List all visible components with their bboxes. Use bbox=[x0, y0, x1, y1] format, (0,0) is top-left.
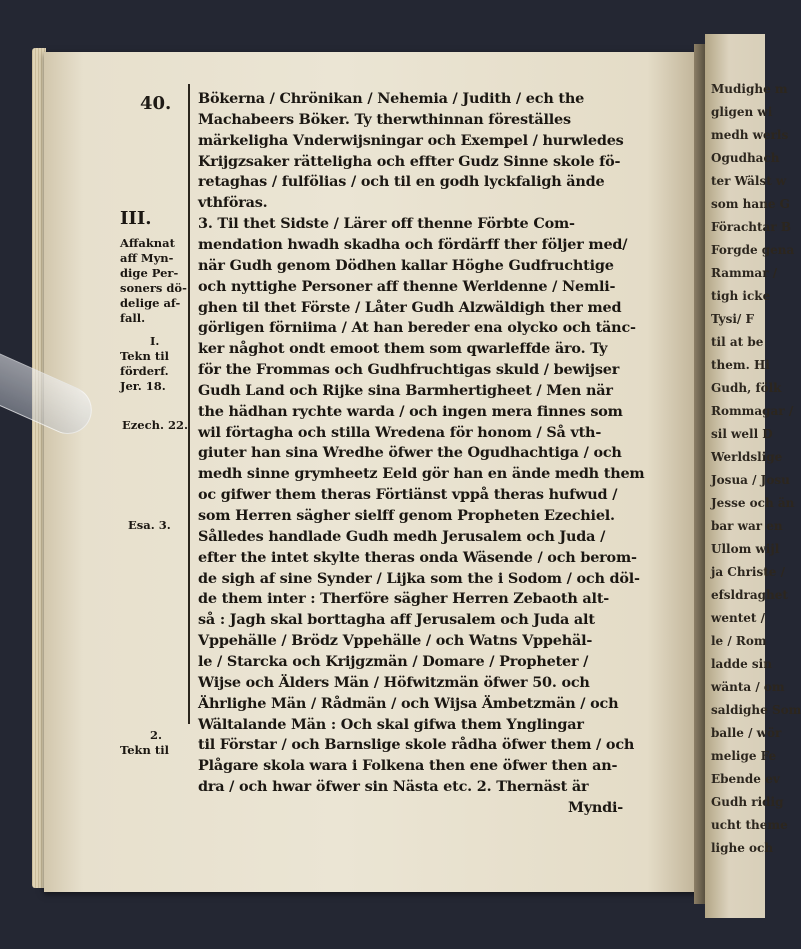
text-line: Krijgzsaker rätteligha och effter Gudz Sinne skole fö- bbox=[198, 152, 621, 170]
text-line: efter the intet skylte theras onda Wäsende / och berom- bbox=[198, 548, 637, 566]
text-line: vthföras. bbox=[198, 194, 268, 212]
text-line: mendation hwadh skadha och fördärff ther följer med/ bbox=[198, 235, 628, 253]
text-line: giuter han sina Wredhe öfwer the Ogudhachtiga / och bbox=[198, 444, 622, 462]
right-page-text-line: Ogudhach bbox=[711, 151, 780, 165]
text-line: the hädhan rychte warda / och ingen mera finnes som bbox=[198, 402, 623, 420]
right-page-text-line: Rommagar / bbox=[711, 404, 794, 418]
right-page-text-line: Tysi/ F bbox=[711, 312, 754, 326]
section-heading-line: fall. bbox=[120, 311, 146, 325]
text-line: Machabeers Böker. Ty therwthinnan föreställes bbox=[198, 110, 571, 128]
right-page-fragment bbox=[705, 34, 801, 918]
right-page-text-line: Ebende ev bbox=[711, 772, 780, 786]
margin-note-line: förderf. bbox=[120, 364, 169, 378]
text-line: görligen förniima / At han bereder ena olycko och tänc- bbox=[198, 319, 636, 337]
margin-note-line: Tekn til bbox=[120, 349, 169, 363]
right-page-text-line: Ullom wijl bbox=[711, 542, 780, 556]
right-page-text-line: Rammar / bbox=[711, 266, 778, 280]
margin-note-number: 2. bbox=[150, 728, 163, 742]
section-heading-line: dige Per- bbox=[120, 266, 179, 280]
text-line: Ährlighe Män / Rådmän / och Wijsa Ämbetzmän / och bbox=[198, 694, 619, 712]
right-page-text-line: bar war en bbox=[711, 519, 783, 533]
section-heading-line: Affaknat bbox=[120, 236, 175, 250]
right-page-text-line: ucht theme bbox=[711, 818, 788, 832]
text-line: Wältalande Män : Och skal gifwa them Ynglingar bbox=[198, 715, 584, 733]
text-line: och nyttighe Personer aff thenne Werldenne / Nemli- bbox=[198, 277, 616, 295]
right-page-text-line: efsldraghet bbox=[711, 588, 788, 602]
section-heading-line: soners dö- bbox=[120, 281, 187, 295]
text-line: wil förtagha och stilla Wredena för honom / Så vth- bbox=[198, 423, 602, 441]
right-page-text-line: Josua / Josu bbox=[711, 473, 790, 487]
right-page-text-line: Forgde gena bbox=[711, 243, 795, 257]
text-line: Plågare skola wara i Folkena then ene öfwer then an- bbox=[198, 757, 618, 775]
text-line: 3. Til thet Sidste / Lärer off thenne Förbte Com- bbox=[198, 215, 575, 233]
margin-rule bbox=[188, 84, 190, 724]
text-line: så : Jagh skal borttagha aff Jerusalem och Juda alt bbox=[198, 611, 595, 629]
text-line: retaghas / fulfölias / och til en godh lyckfaligh ände bbox=[198, 173, 605, 191]
text-line: de them inter : Therföre sägher Herren Zebaoth alt- bbox=[198, 590, 610, 608]
right-page-text-line: Gudh, fölk bbox=[711, 381, 782, 395]
page-number: 40. bbox=[140, 93, 172, 114]
right-page-text-line: ter Wälst w bbox=[711, 174, 787, 188]
right-page-text-line: som hane G bbox=[711, 197, 790, 211]
text-line: för the Frommas och Gudhfruchtigas skuld / bewijser bbox=[198, 361, 620, 379]
right-page-text-line: saldighe Som bbox=[711, 703, 801, 717]
right-page-text-line: medh werls bbox=[711, 128, 789, 142]
text-line: ghen til thet Förste / Låter Gudh Alzwäldigh ther med bbox=[198, 298, 622, 316]
right-page-text-line: Gudh ridig bbox=[711, 795, 784, 809]
right-page-text-line: gligen wi bbox=[711, 105, 773, 119]
right-page-text-line: Mudighe m bbox=[711, 82, 788, 96]
margin-note-line: Tekn til bbox=[120, 743, 169, 757]
text-line: Bökerna / Chrönikan / Nehemia / Judith / ech the bbox=[198, 90, 585, 107]
text-line: Gudh Land och Rijke sina Barmhertigheet / Men när bbox=[198, 381, 613, 399]
text-line: til Förstar / och Barnslige skole rådha öfwer them / och bbox=[198, 736, 635, 754]
right-page-text-line: melige Fe bbox=[711, 749, 777, 763]
right-page-text-line: tigh icke bbox=[711, 289, 771, 303]
section-heading-line: delige af- bbox=[120, 296, 181, 310]
margin-reference-ezech: Ezech. 22. bbox=[122, 418, 188, 432]
right-page-text-line: them. Hi bbox=[711, 358, 770, 372]
text-line: som Herren sägher sielff genom Propheten Ezechiel. bbox=[198, 507, 615, 524]
text-line: Sålledes handlade Gudh medh Jerusalem och Juda / bbox=[198, 527, 606, 545]
text-line: dra / och hwar öfwer sin Nästa etc. 2. Thernäst är bbox=[198, 778, 589, 796]
right-page-text-line: Förachtar B bbox=[711, 220, 791, 234]
margin-reference-esa: Esa. 3. bbox=[128, 518, 171, 532]
text-line: Wijse och Älders Män / Höfwitzmän öfwer 50. och bbox=[198, 673, 590, 691]
text-line: Vppehälle / Brödz Vppehälle / och Watns Vppehäl- bbox=[198, 632, 593, 650]
text-line: medh sinne grymheetz Eeld gör han en ände medh them bbox=[198, 465, 645, 483]
right-page-text-line: le / Rom bbox=[711, 634, 767, 648]
text-line: le / Starcka och Krijgzmän / Domare / Propheter / bbox=[198, 652, 589, 670]
right-page-text-line: ja Christe / bbox=[711, 565, 785, 579]
section-heading-line: aff Myn- bbox=[120, 251, 174, 265]
text-line: märkeligha Vnderwijsningar och Exempel / hurwledes bbox=[198, 131, 624, 149]
right-page-text-line: Werldslige bbox=[711, 450, 783, 464]
right-page-text-line: ladde sin bbox=[711, 657, 772, 671]
section-numeral: III. bbox=[120, 208, 152, 229]
text-line: oc gifwer them theras Förtiänst vppå theras hufwud / bbox=[198, 486, 618, 504]
right-page-text-line: wentet / bbox=[711, 611, 765, 625]
text-line: ker någhot ondt emoot them som qwarleffde äro. Ty bbox=[198, 340, 608, 358]
right-page-text-line: balle / wör bbox=[711, 726, 782, 740]
text-line: de sigh af sine Synder / Lijka som the i Sodom / och döl- bbox=[198, 569, 640, 587]
right-page-text-line: lighe och bbox=[711, 841, 774, 855]
margin-note-number: I. bbox=[150, 334, 160, 348]
right-page-text-line: sil well D bbox=[711, 427, 773, 441]
margin-note-reference: Jer. 18. bbox=[120, 379, 166, 393]
text-line: Myndi- bbox=[568, 798, 624, 816]
text-line: när Gudh genom Dödhen kallar Höghe Gudfruchtige bbox=[198, 256, 614, 274]
right-page-text-line: til at be bbox=[711, 335, 764, 349]
right-page-text-line: Jesse och än bbox=[711, 496, 795, 510]
right-page-text-line: wänta / om bbox=[711, 680, 785, 694]
